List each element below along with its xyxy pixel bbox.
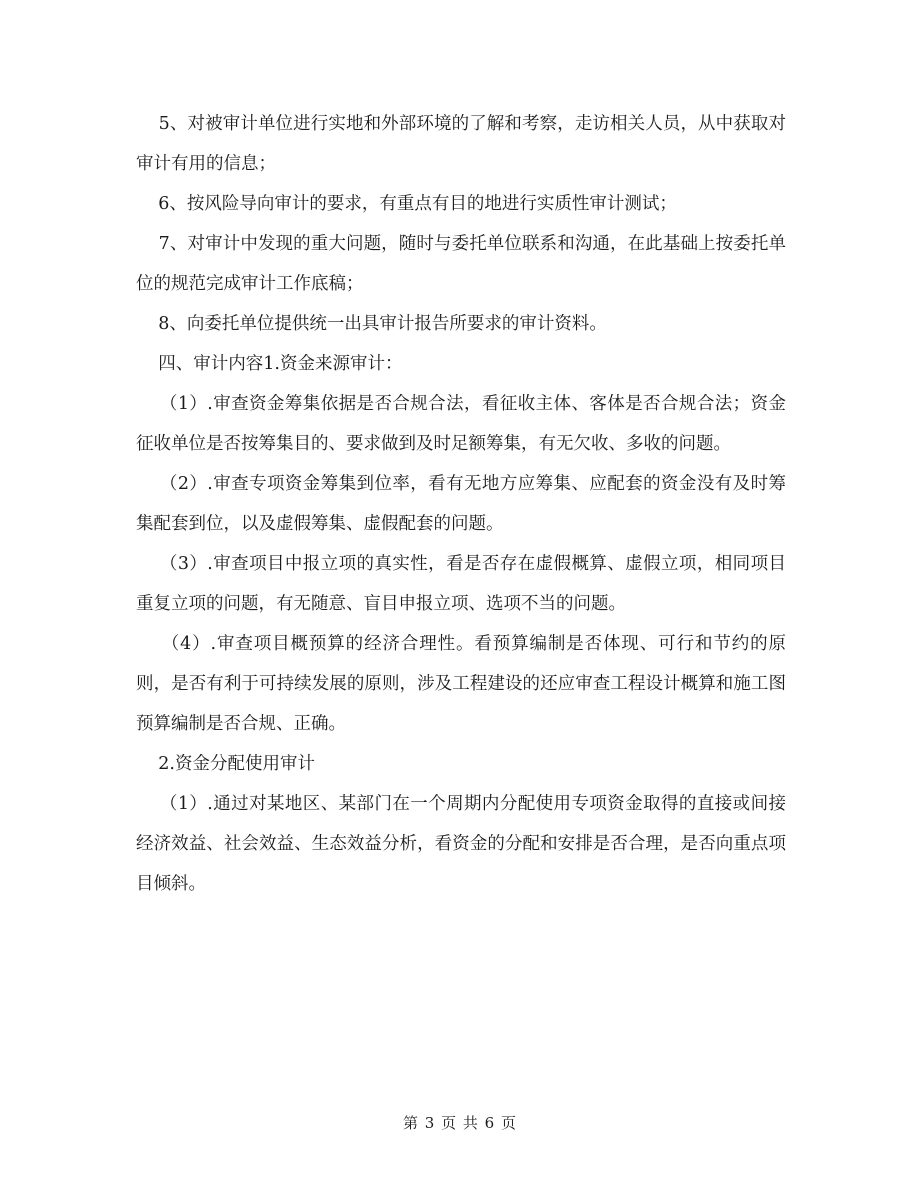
section-heading-audit-content: 四、审计内容1.资金来源审计： <box>136 354 403 374</box>
document-body <box>136 104 786 904</box>
page-number-footer: 第 3 页 共 6 页 <box>403 1114 517 1132</box>
section-heading-fund-allocation: 2.资金分配使用审计 <box>136 754 315 774</box>
paragraph-fund-source-3: （3）.审查项目中报立项的真实性，看是否存在虚假概算、虚假立项，相同项目重复立项的问题，有无随意、盲目申报立项、选项不当的问题。 <box>136 554 786 614</box>
paragraph-fund-source-4: （4）.审查项目概预算的经济合理性。看预算编制是否体现、可行和节约的原则，是否有利于可持续发展的原则，涉及工程建设的还应审查工程设计概算和施工图预算编制是否合规、正确。 <box>136 634 786 734</box>
paragraph-fund-allocation-1: （1）.通过对某地区、某部门在一个周期内分配使用专项资金取得的直接或间接经济效益、社会效益、生态效益分析，看资金的分配和安排是否合理，是否向重点项目倾斜。 <box>136 794 786 894</box>
paragraph-fund-source-1: （1）.审查资金筹集依据是否合规合法，看征收主体、客体是否合规合法；资金征收单位是否按筹集目的、要求做到及时足额筹集，有无欠收、多收的问题。 <box>136 394 786 454</box>
paragraph-fund-source-2: （2）.审查专项资金筹集到位率，看有无地方应筹集、应配套的资金没有及时筹集配套到位，以及虚假筹集、虚假配套的问题。 <box>136 474 786 534</box>
paragraph-item-6: 6、按风险导向审计的要求，有重点有目的地进行实质性审计测试； <box>136 194 677 214</box>
paragraph-item-8: 8、向委托单位提供统一出具审计报告所要求的审计资料。 <box>136 314 607 334</box>
paragraph-item-7: 7、对审计中发现的重大问题，随时与委托单位联系和沟通，在此基础上按委托单位的规范完成审计工作底稿； <box>136 234 786 294</box>
paragraph-item-5: 5、对被审计单位进行实地和外部环境的了解和考察，走访相关人员，从中获取对审计有用的信息； <box>136 114 786 174</box>
